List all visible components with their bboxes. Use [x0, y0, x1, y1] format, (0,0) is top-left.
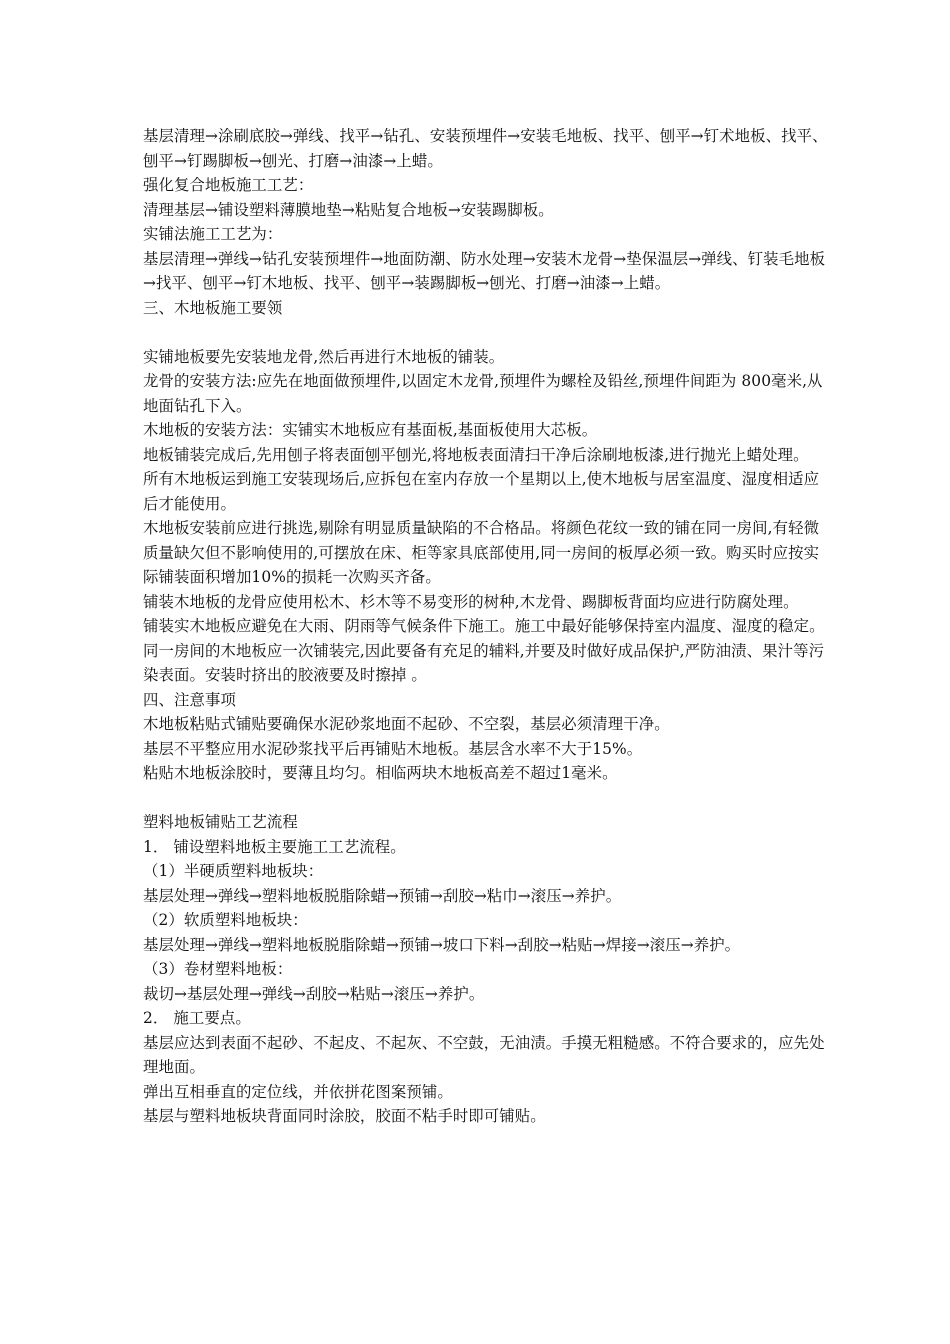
section-three-heading: 三、木地板施工要领 [143, 298, 283, 317]
finishing-note: 地板铺装完成后,先用刨子将表面刨平刨光,将地板表面清扫干净后涂刷地板漆,进行抛光上蜡处理。 [143, 445, 809, 464]
semi-rigid-steps: 基层处理→弹线→塑料地板脱脂除蜡→预铺→刮胶→粘巾→滚压→养护。 [143, 886, 622, 905]
laminate-floor-heading: 强化复合地板施工工艺： [143, 176, 314, 194]
glue-note: 粘贴木地板涂胶时，要薄且均匀。相临两块木地板高差不超过1毫米。 [143, 764, 618, 782]
base-requirement-note: 基层应达到表面不起砂、不起皮、不起灰、不空鼓，无油渍。手摸无粗糙感。不符合要求的，应先处理地面。 [143, 1033, 825, 1076]
weather-note: 铺装实木地板应避免在大雨、阴雨等气候条件下施工。施工中最好能够保持室内温度、湿度的稳定。 [143, 617, 825, 635]
plastic-floor-heading: 塑料地板铺贴工艺流程 [143, 813, 298, 831]
blank-line [143, 320, 833, 345]
keel-install-method: 龙骨的安装方法:应先在地面做预埋件,以固定木龙骨,预埋件为螺栓及铅丝,预埋件间距为 800毫米,从地面钻孔下入。 [143, 372, 823, 415]
semi-rigid-heading: （1）半硬质塑料地板块： [143, 862, 324, 880]
floor-install-method: 木地板的安装方法：实铺实木地板应有基面板,基面板使用大芯板。 [143, 421, 598, 439]
section-four-heading: 四、注意事项 [143, 690, 236, 709]
roll-material-steps: 裁切→基层处理→弹线→刮胶→粘贴→滚压→养护。 [143, 984, 485, 1003]
leveling-note: 基层不平整应用水泥砂浆找平后再铺贴木地板。基层含水率不大于15%。 [143, 739, 643, 758]
keel-intro: 实铺地板要先安装地龙骨,然后再进行木地板的铺装。 [143, 347, 505, 366]
plastic-process-heading: 1． 铺设塑料地板主要施工工艺流程。 [143, 837, 406, 856]
solid-floor-steps: 基层清理→弹线→钻孔安装预埋件→地面防潮、防水处理→安装木龙骨→垫保温层→弹线、钉装毛地板→找平、刨平→钉木地板、找平、刨平→装踢脚板→刨光、打磨→油漆→上蜡。 [143, 249, 826, 292]
soft-tile-steps: 基层处理→弹线→塑料地板脱脂除蜡→预铺→坡口下料→刮胶→粘贴→焊接→滚压→养护。 [143, 935, 741, 954]
roll-material-heading: （3）卷材塑料地板： [143, 960, 293, 978]
document-body [143, 124, 833, 1129]
selection-note: 木地板安装前应进行挑选,剔除有明显质量缺陷的不合格品。将颜色花纹一致的铺在同一房间,有轻微质量缺欠但不影响使用的,可摆放在床、柜等家具底部使用,同一房间的板厚必须一致。购买时应按实际铺装面积增加10%的损耗一次购买齐备。 [143, 519, 820, 586]
keel-wood-note: 铺装木地板的龙骨应使用松木、杉木等不易变形的树种,木龙骨、踢脚板背面均应进行防腐处理。 [143, 592, 799, 611]
blank-line [143, 786, 833, 811]
process-wood-floor-steps: 基层清理→涂刷底胶→弹线、找平→钻孔、安装预埋件→安装毛地板、找平、刨平→钉术地板、找平、刨平→钉踢脚板→刨光、打磨→油漆→上蜡。 [143, 127, 828, 170]
adhesive-base-note: 木地板粘贴式铺贴要确保水泥砂浆地面不起砂、不空裂，基层必须清理干净。 [143, 715, 670, 733]
protection-note: 同一房间的木地板应一次铺装完,因此要备有充足的辅料,并要及时做好成品保护,严防油渍、果汁等污染表面。安装时挤出的胶液要及时擦掉 。 [143, 641, 825, 684]
storage-note: 所有木地板运到施工安装现场后,应拆包在室内存放一个星期以上,使木地板与居室温度、湿度相适应后才能使用。 [143, 470, 820, 513]
solid-floor-heading: 实铺法施工工艺为： [143, 225, 283, 243]
laminate-floor-steps: 清理基层→铺设塑料薄膜地垫→粘贴复合地板→安装踢脚板。 [143, 200, 554, 219]
construction-points-heading: 2． 施工要点。 [143, 1009, 251, 1027]
glue-both-sides-note: 基层与塑料地板块背面同时涂胶，胶面不粘手时即可铺贴。 [143, 1107, 546, 1125]
soft-tile-heading: （2）软质塑料地板块： [143, 911, 308, 929]
positioning-line-note: 弹出互相垂直的定位线，并依拼花图案预铺。 [143, 1082, 453, 1101]
